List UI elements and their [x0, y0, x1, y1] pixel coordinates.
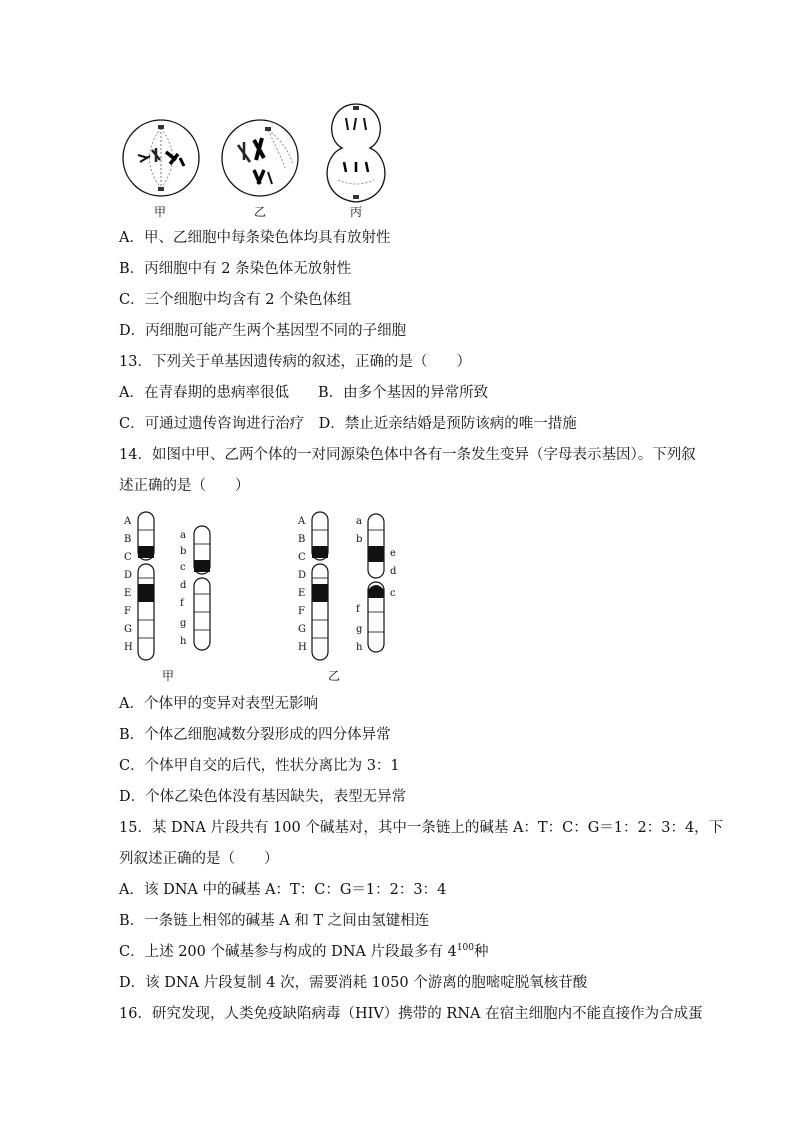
- q12-option-a: A．甲、乙细胞中每条染色体均具有放射性: [119, 230, 391, 246]
- yi-gene-g: g: [356, 624, 363, 635]
- q16-stem-line1: 16．研究发现，人类免疫缺陷病毒（HIV）携带的 RNA 在宿主细胞内不能直接作为合成蛋: [119, 1006, 703, 1022]
- q15-stem-line2: 列叙述正确的是（ ）: [119, 851, 279, 867]
- q14-option-b: B．个体乙细胞减数分裂形成的四分体异常: [119, 727, 391, 743]
- q15-option-c-text: C．上述 200 个碱基参与构成的 DNA 片段最多有 4: [119, 944, 457, 960]
- cell-bing: [327, 104, 385, 202]
- yi-gene-b: b: [356, 534, 363, 545]
- yi-gene-C: C: [298, 552, 306, 563]
- yi-right-chromosome: [368, 514, 384, 652]
- chromosome-figure: [118, 508, 408, 686]
- q14-stem-line1: 14．如图中甲、乙两个体的一对同源染色体中各有一条发生变异（字母表示基因）。下列叙: [119, 447, 696, 463]
- q15-option-a: A．该 DNA 中的碱基 A：T：C：G＝1：2：3：4: [119, 882, 447, 898]
- q15-option-c-exponent: 100: [456, 943, 475, 954]
- yi-gene-E: E: [298, 588, 306, 599]
- q12-option-b: B．丙细胞中有 2 条染色体无放射性: [119, 261, 352, 277]
- yi-gene-a: a: [356, 516, 362, 527]
- yi-gene-D: D: [298, 570, 307, 581]
- chromosome-caption-yi: 乙: [328, 669, 341, 683]
- jia-right-chromosome: [194, 526, 210, 650]
- yi-gene-A: A: [298, 516, 306, 527]
- q15-option-b: B．一条链上相邻的碱基 A 和 T 之间由氢键相连: [119, 913, 430, 929]
- q14-option-d: D．个体乙染色体没有基因缺失，表型无异常: [119, 789, 407, 805]
- jia-gene-C: C: [124, 552, 132, 563]
- cell-jia: [123, 120, 199, 196]
- jia-gene-F: F: [124, 606, 131, 617]
- jia-gene-G: G: [124, 624, 132, 635]
- q15-option-d: D．该 DNA 片段复制 4 次，需要消耗 1050 个游离的胞嘧啶脱氧核苷酸: [119, 975, 588, 991]
- q14-option-c: C．个体甲自交的后代，性状分离比为 3：1: [119, 758, 400, 774]
- jia-gene-c: c: [180, 562, 186, 573]
- caption-bing: 丙: [350, 205, 363, 219]
- cell-division-figure: [118, 100, 408, 220]
- yi-gene-B: B: [298, 534, 306, 545]
- jia-left-chromosome: [138, 512, 154, 660]
- cell-yi: [222, 120, 298, 196]
- yi-gene-e: e: [390, 548, 396, 559]
- yi-gene-h: h: [356, 642, 363, 653]
- caption-jia: 甲: [154, 205, 167, 219]
- jia-gene-E: E: [124, 588, 132, 599]
- caption-yi: 乙: [254, 205, 267, 219]
- q13-stem: 13．下列关于单基因遗传病的叙述，正确的是（ ）: [119, 354, 471, 370]
- yi-gene-d: d: [390, 566, 397, 577]
- q15-option-c-unit: 种: [474, 944, 489, 960]
- yi-gene-c: c: [390, 588, 396, 599]
- yi-gene-G: G: [298, 624, 306, 635]
- q14-stem-line2: 述正确的是（ ）: [119, 478, 250, 494]
- q13-options-row1: A．在青春期的患病率很低 B．由多个基因的异常所致: [119, 385, 489, 401]
- jia-gene-h: h: [180, 636, 187, 647]
- q12-option-d: D．丙细胞可能产生两个基因型不同的子细胞: [119, 323, 407, 339]
- jia-gene-f: f: [180, 598, 184, 609]
- jia-gene-g: g: [180, 618, 187, 629]
- q15-option-c: [119, 942, 489, 962]
- jia-gene-a: a: [180, 530, 186, 541]
- jia-gene-d: d: [180, 580, 187, 591]
- yi-gene-F: F: [298, 606, 305, 617]
- jia-gene-b: b: [180, 546, 187, 557]
- q14-option-a: A．个体甲的变异对表型无影响: [119, 696, 318, 712]
- jia-gene-B: B: [124, 534, 132, 545]
- jia-gene-D: D: [124, 570, 133, 581]
- q13-options-row2: C．可通过遗传咨询进行治疗 D．禁止近亲结婚是预防该病的唯一措施: [119, 416, 577, 432]
- yi-gene-f: f: [356, 604, 360, 615]
- yi-left-chromosome: [312, 512, 328, 660]
- q15-stem-line1: 15．某 DNA 片段共有 100 个碱基对，其中一条链上的碱基 A：T：C：G＝1：2：3：4，下: [119, 820, 724, 836]
- jia-gene-A: A: [124, 516, 132, 527]
- jia-gene-H: H: [124, 642, 133, 653]
- yi-gene-H: H: [298, 642, 307, 653]
- q12-option-c: C．三个细胞中均含有 2 个染色体组: [119, 292, 352, 308]
- chromosome-caption-jia: 甲: [162, 669, 175, 683]
